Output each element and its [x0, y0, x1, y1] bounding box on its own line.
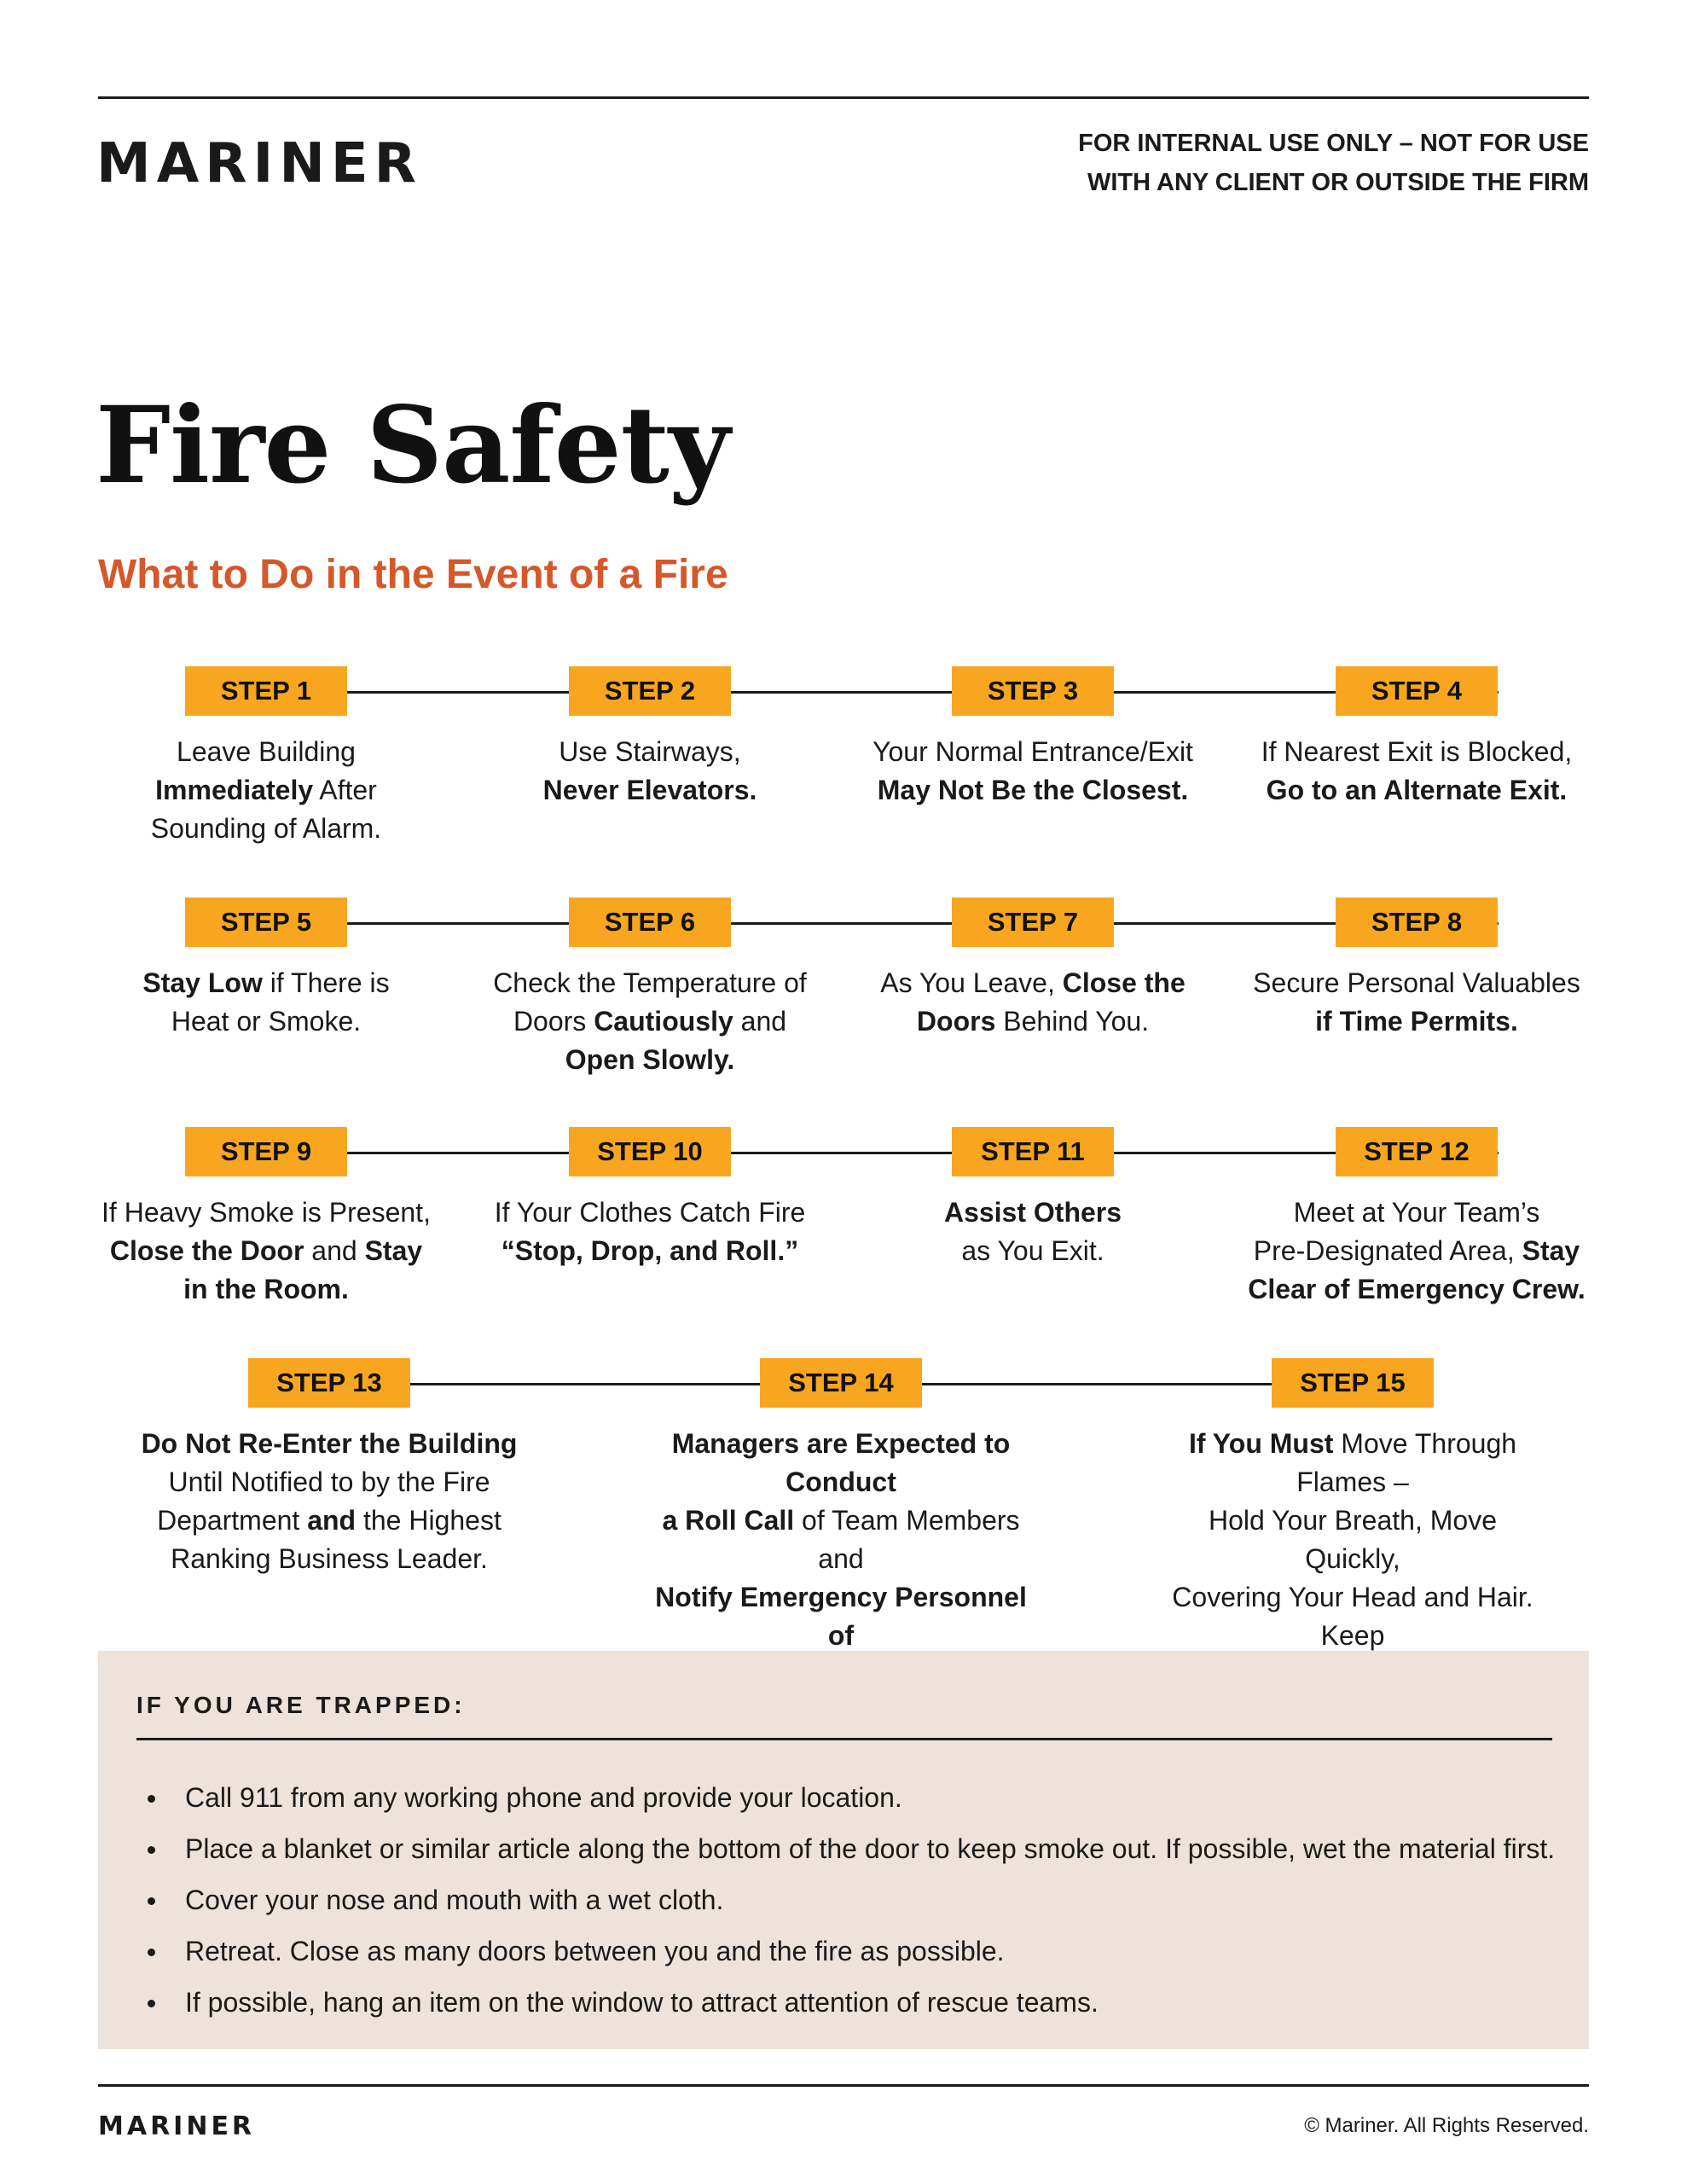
step-text-run: and [733, 1006, 787, 1037]
step-badge: STEP 12 [1336, 1127, 1498, 1176]
step-text-run: Department [157, 1505, 308, 1536]
trapped-divider [136, 1738, 1552, 1740]
step-text-emphasis: May Not Be the Closest. [877, 775, 1189, 805]
step-text-run: After [313, 775, 377, 805]
step-description-line [137, 1425, 521, 1463]
step-text-run: as You Exit. [961, 1235, 1104, 1266]
step-description-line [1161, 1502, 1545, 1578]
step-description [1225, 1194, 1609, 1309]
step-text-run: Meet at Your Team’s [1293, 1197, 1540, 1228]
step-badge: STEP 11 [952, 1127, 1114, 1176]
step-text-run: Check the Temperature of [493, 967, 807, 998]
step-text-run: Sounding of Alarm. [150, 813, 382, 844]
step-description [137, 1425, 521, 1578]
mariner-logo: MARINER [96, 132, 422, 195]
step-description [1225, 964, 1609, 1041]
step-text-run: As You Leave, [880, 967, 1063, 998]
step-description-line [458, 1232, 842, 1270]
step-description-line [649, 1425, 1033, 1502]
copyright-text: © Mariner. All Rights Reserved. [1304, 2114, 1589, 2137]
step-text-run: Heat or Smoke. [171, 1006, 362, 1037]
step-text-emphasis: Close the Door [109, 1235, 304, 1266]
step-description [74, 1194, 458, 1309]
footer-logo: MARINER [98, 2111, 256, 2141]
step-text-emphasis: Managers are Expected to Conduct [671, 1428, 1011, 1497]
step-text-run: Use Stairways, [559, 736, 741, 767]
step-description-line [841, 1002, 1225, 1041]
step-badge: STEP 7 [952, 897, 1114, 947]
step-description-line [74, 1232, 458, 1270]
trapped-panel [98, 1651, 1589, 2049]
step-badge: STEP 10 [569, 1127, 731, 1176]
step-description-line [1225, 1232, 1609, 1270]
step-description [74, 964, 458, 1041]
step-description-line [74, 1270, 458, 1309]
row-1-connector [266, 691, 1499, 694]
step-text-emphasis: Never Elevators. [542, 775, 757, 805]
step-description-line [1225, 964, 1609, 1002]
step-description [458, 1194, 842, 1270]
step-text-run: Your Normal Entrance/Exit [872, 736, 1193, 767]
step-description-line [74, 771, 458, 810]
list-item: If possible, hang an item on the window to attract attention of rescue teams. [148, 1977, 1555, 2028]
step-text-emphasis: Do Not Re-Enter the Building [141, 1428, 518, 1459]
step-description [458, 964, 842, 1079]
step-description-line [458, 1194, 842, 1232]
step-text-emphasis: if Time Permits. [1315, 1006, 1518, 1037]
step-text-run: Behind You. [995, 1006, 1150, 1037]
step-description-line [1225, 1194, 1609, 1232]
notice-line-1: FOR INTERNAL USE ONLY – NOT FOR USE [1078, 130, 1589, 157]
step-text-emphasis: Stay [1522, 1235, 1580, 1266]
step-badge: STEP 6 [569, 897, 731, 947]
notice-line-2: WITH ANY CLIENT OR OUTSIDE THE FIRM [1087, 169, 1589, 196]
step-badge: STEP 3 [952, 666, 1114, 716]
step-text-emphasis: “Stop, Drop, and Roll.” [501, 1235, 799, 1266]
bottom-divider [98, 2084, 1589, 2087]
step-text-run: Leave Building [177, 736, 356, 767]
step-description-line [458, 1002, 842, 1041]
step-text-run: Move Through Flames – [1296, 1428, 1517, 1497]
list-item: Cover your nose and mouth with a wet cloth. [148, 1874, 1555, 1926]
step-text-emphasis: Stay Low [142, 967, 263, 998]
list-item: Call 911 from any working phone and provide your location. [148, 1772, 1555, 1823]
step-description-line [649, 1502, 1033, 1578]
step-description-line [74, 810, 458, 848]
step-description-line [74, 1194, 458, 1232]
step-description [1225, 733, 1609, 810]
step-text-run: If Nearest Exit is Blocked, [1261, 736, 1573, 767]
step-text-emphasis: Open Slowly. [565, 1044, 735, 1075]
step-description-line [841, 964, 1225, 1002]
page-subtitle: What to Do in the Event of a Fire [98, 552, 728, 597]
list-item: Retreat. Close as many doors between you and the fire as possible. [148, 1926, 1555, 1977]
step-description-line [458, 771, 842, 810]
step-badge: STEP 2 [569, 666, 731, 716]
step-text-emphasis: Go to an Alternate Exit. [1266, 775, 1568, 805]
step-text-emphasis: and [307, 1505, 357, 1536]
row-3-connector [266, 1152, 1499, 1154]
step-description-line [137, 1463, 521, 1502]
step-description-line [841, 771, 1225, 810]
step-text-run: If Your Clothes Catch Fire [494, 1197, 806, 1228]
step-badge: STEP 13 [248, 1358, 410, 1408]
step-text-emphasis: Clear of Emergency Crew. [1248, 1274, 1586, 1304]
step-text-emphasis: Stay [364, 1235, 423, 1266]
step-description-line [458, 1041, 842, 1079]
step-text-run: and [304, 1235, 365, 1266]
step-text-emphasis: Doors [916, 1006, 996, 1037]
step-badge: STEP 8 [1336, 897, 1498, 947]
step-description-line [74, 964, 458, 1002]
step-description-line [137, 1502, 521, 1540]
step-description [458, 733, 842, 810]
step-description-line [1225, 771, 1609, 810]
step-text-run: Doors [513, 1006, 594, 1037]
step-description-line [458, 733, 842, 771]
step-description-line [649, 1578, 1033, 1655]
step-text-emphasis: a Roll Call [662, 1505, 795, 1536]
step-description [841, 1194, 1225, 1270]
page-title: Fire Safety [96, 384, 729, 508]
step-text-run: Until Notified to by the Fire [168, 1467, 490, 1497]
step-text-run: of Team Members and [794, 1505, 1020, 1574]
step-description-line [841, 733, 1225, 771]
step-badge: STEP 5 [185, 897, 347, 947]
list-item: Place a blanket or similar article along the bottom of the door to keep smoke out. If possible, wet the material first. [148, 1823, 1555, 1874]
step-text-emphasis: in the Room. [183, 1274, 349, 1304]
step-text-emphasis: Cautiously [594, 1006, 733, 1037]
step-badge: STEP 9 [185, 1127, 347, 1176]
step-text-emphasis: Immediately [155, 775, 314, 805]
step-description-line [841, 1232, 1225, 1270]
step-description-line [1225, 1270, 1609, 1309]
step-description-line [458, 964, 842, 1002]
step-text-run: Ranking Business Leader. [171, 1543, 488, 1574]
step-badge: STEP 1 [185, 666, 347, 716]
trapped-heading: IF YOU ARE TRAPPED: [136, 1692, 466, 1718]
step-text-run: Hold Your Breath, Move Quickly, [1209, 1505, 1497, 1574]
step-description-line [74, 1002, 458, 1041]
step-text-run: Pre-Designated Area, [1253, 1235, 1522, 1266]
step-description-line [1225, 733, 1609, 771]
step-text-run: Covering Your Head and Hair. Keep [1172, 1582, 1533, 1651]
step-text-run: if There is [262, 967, 390, 998]
step-description [841, 733, 1225, 810]
step-text-emphasis: Assist Others [943, 1197, 1122, 1228]
step-description [74, 733, 458, 848]
step-text-emphasis: If You Must [1188, 1428, 1334, 1459]
step-description-line [1161, 1425, 1545, 1502]
top-divider [98, 96, 1589, 99]
step-text-run: the Highest [356, 1505, 501, 1536]
internal-use-notice [941, 124, 1589, 202]
step-description-line [137, 1540, 521, 1578]
step-text-run: Secure Personal Valuables [1253, 967, 1580, 998]
trapped-list [148, 1772, 1555, 2028]
step-badge: STEP 15 [1272, 1358, 1434, 1408]
step-description-line [841, 1194, 1225, 1232]
step-text-run: If Heavy Smoke is Present, [101, 1197, 431, 1228]
step-text-emphasis: Notify Emergency Personnel of [655, 1582, 1027, 1651]
step-description-line [1161, 1578, 1545, 1655]
row-2-connector [266, 922, 1499, 925]
step-badge: STEP 4 [1336, 666, 1498, 716]
step-description [841, 964, 1225, 1041]
step-description-line [1225, 1002, 1609, 1041]
step-description-line [74, 733, 458, 771]
step-text-emphasis: Close the [1062, 967, 1186, 998]
step-badge: STEP 14 [760, 1358, 922, 1408]
